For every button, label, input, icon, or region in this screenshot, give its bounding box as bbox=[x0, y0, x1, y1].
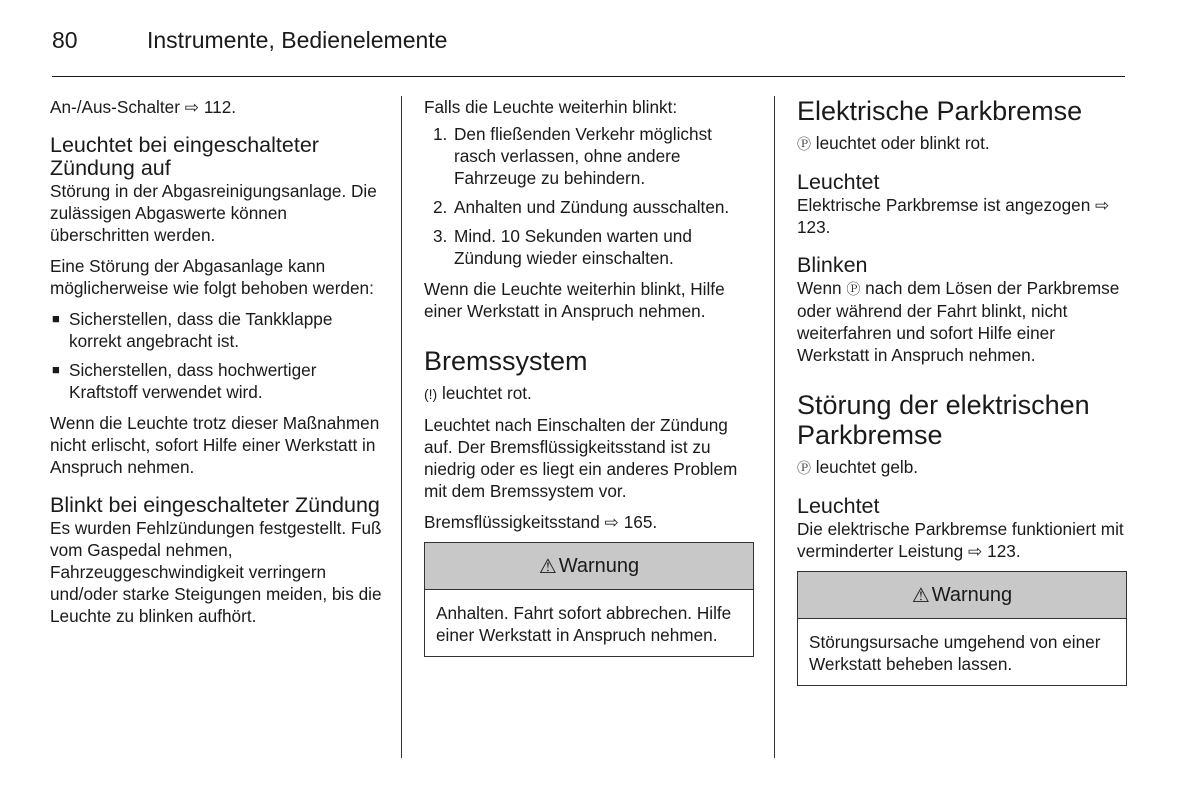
section-heading-parking-brake-fault: Störung der elektrischen Parkbremse bbox=[797, 390, 1090, 450]
warning-triangle-icon: ⚠ bbox=[911, 584, 930, 607]
paragraph-text: nach dem Lösen der Parkbremse oder während der Fahrt blinkt, nicht weiterfahren und sofort Hilfe einer Werkstatt in Anspruch nehmen. bbox=[797, 278, 1120, 365]
paragraph bbox=[797, 132, 1127, 155]
paragraph: Elektrische Parkbremse ist angezogen ⇨ 123. bbox=[797, 195, 1110, 237]
warning-header bbox=[425, 543, 753, 590]
paragraph: An-/Aus-Schalter ⇨ 112. bbox=[50, 97, 237, 117]
warning-box bbox=[424, 542, 754, 657]
list-item bbox=[424, 123, 754, 189]
parking-brake-icon: Ⓟ bbox=[846, 281, 861, 297]
numbered-list bbox=[424, 123, 754, 269]
list-item-text: Sicherstellen, dass die Tankklappe korrekt angebracht ist. bbox=[69, 309, 333, 351]
paragraph bbox=[424, 382, 754, 405]
list-number: 1. bbox=[433, 124, 448, 144]
section-heading-brake-system: Bremssystem bbox=[424, 346, 588, 376]
column-divider bbox=[401, 96, 402, 758]
column-2 bbox=[424, 96, 754, 657]
list-number: 3. bbox=[433, 226, 448, 246]
warning-triangle-icon: ⚠ bbox=[538, 555, 557, 578]
header-rule bbox=[52, 76, 1125, 77]
section-heading-parking-brake: Elektrische Parkbremse bbox=[797, 96, 1083, 126]
paragraph-text: leuchtet gelb. bbox=[815, 457, 919, 477]
bullet-icon: ■ bbox=[52, 362, 60, 377]
paragraph-text: leuchtet oder blinkt rot. bbox=[815, 133, 990, 153]
subheading-blink: Blinken bbox=[797, 253, 868, 277]
list-item bbox=[50, 359, 382, 403]
paragraph-text: Wenn bbox=[797, 278, 842, 298]
subheading-blink: Blinkt bei eingeschalteter Zündung bbox=[50, 493, 380, 517]
paragraph: Die elektrische Parkbremse funktioniert mit verminderter Leistung ⇨ 123. bbox=[797, 519, 1124, 561]
paragraph: Bremsflüssigkeitsstand ⇨ 165. bbox=[424, 512, 658, 532]
paragraph: Falls die Leuchte weiterhin blinkt: bbox=[424, 97, 678, 117]
list-item-text: Mind. 10 Sekunden warten und Zündung wieder einschalten. bbox=[454, 226, 692, 268]
bullet-list bbox=[50, 308, 382, 403]
paragraph: Es wurden Fehlzündungen festgestellt. Fuß vom Gaspedal nehmen, Fahrzeuggeschwindigkeit verringern und/oder starke Steigungen meiden, bis die Leuchte zu blinken aufhört. bbox=[50, 518, 382, 626]
warning-box bbox=[797, 571, 1127, 686]
paragraph: Eine Störung der Abgasanlage kann möglicherweise wie folgt behoben werden: bbox=[50, 256, 374, 298]
warning-text: Störungsursache umgehend von einer Werkstatt beheben lassen. bbox=[809, 632, 1101, 674]
list-item bbox=[50, 308, 382, 352]
page-number: 80 bbox=[52, 27, 78, 53]
list-number: 2. bbox=[433, 197, 448, 217]
chapter-title: Instrumente, Bedienelemente bbox=[147, 27, 448, 53]
column-divider bbox=[774, 96, 775, 758]
warning-header bbox=[798, 572, 1126, 619]
paragraph-text: leuchtet rot. bbox=[442, 383, 532, 403]
list-item bbox=[424, 225, 754, 269]
bullet-icon: ■ bbox=[52, 311, 60, 326]
paragraph: Wenn die Leuchte weiterhin blinkt, Hilfe einer Werkstatt in Anspruch nehmen. bbox=[424, 279, 725, 321]
paragraph: Leuchtet nach Einschalten der Zündung auf. Der Bremsflüssigkeitsstand ist zu niedrig oder es liegt ein anderes Problem mit dem Bremssystem vor. bbox=[424, 415, 738, 501]
parking-brake-icon: Ⓟ bbox=[797, 136, 811, 152]
list-item-text: Anhalten und Zündung ausschalten. bbox=[454, 197, 730, 217]
subheading-lit: Leuchtet bbox=[797, 170, 880, 194]
list-item-text: Den fließenden Verkehr möglichst rasch verlassen, ohne andere Fahrzeuge zu behindern. bbox=[454, 124, 712, 188]
warning-title: Warnung bbox=[558, 554, 640, 577]
list-item bbox=[424, 196, 754, 218]
page-header bbox=[0, 0, 1200, 78]
list-item-text: Sicherstellen, dass hochwertiger Kraftstoff verwendet wird. bbox=[69, 360, 317, 402]
parking-brake-fault-icon: Ⓟ bbox=[797, 460, 811, 476]
subheading-lit: Leuchtet bbox=[797, 494, 880, 518]
paragraph bbox=[797, 456, 1127, 479]
column-3 bbox=[797, 96, 1127, 686]
paragraph bbox=[797, 277, 1127, 366]
column-1 bbox=[50, 96, 382, 636]
subheading-lit-on: Leuchtet bei eingeschalteter Zündung auf bbox=[50, 133, 319, 180]
paragraph: Störung in der Abgasreinigungsanlage. Die zulässigen Abgaswerte können überschritten werden. bbox=[50, 181, 377, 245]
paragraph: Wenn die Leuchte trotz dieser Maßnahmen nicht erlischt, sofort Hilfe einer Werkstatt in Anspruch nehmen. bbox=[50, 413, 380, 477]
brake-warning-icon: (!) bbox=[424, 386, 438, 402]
warning-text: Anhalten. Fahrt sofort abbrechen. Hilfe einer Werkstatt in Anspruch nehmen. bbox=[436, 603, 732, 645]
warning-title: Warnung bbox=[931, 583, 1013, 606]
